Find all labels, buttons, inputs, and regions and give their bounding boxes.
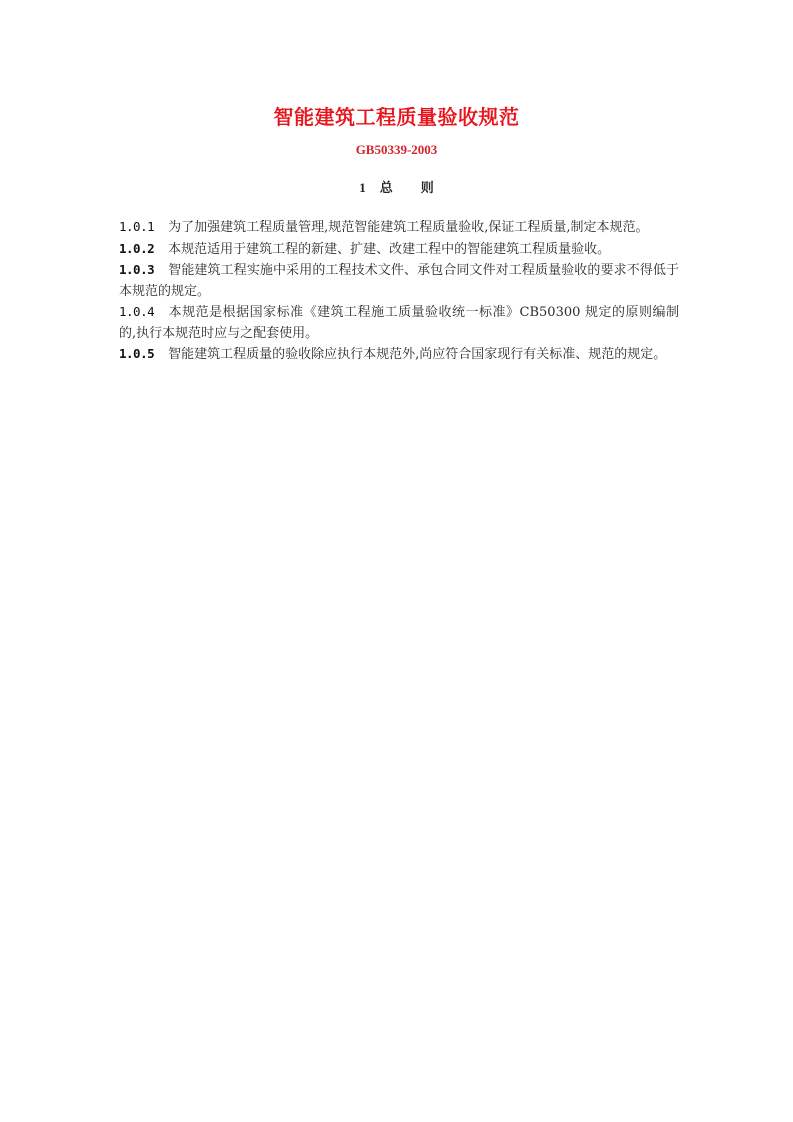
clause-number: 1.0.1 [119,219,155,234]
clause-number: 1.0.3 [119,262,155,277]
standard-code: GB50339-2003 [355,142,438,157]
chapter-heading [0,179,793,198]
clause-number: 1.0.2 [119,240,155,256]
chapter-number: 1 [359,180,366,195]
clause-text: 为了加强建筑工程质量管理,规范智能建筑工程质量验收,保证工程质量,制定本规范。 [168,220,649,235]
clause-item [119,217,679,239]
chapter-title-part2: 则 [420,181,434,196]
clause-text: 本规范适用于建筑工程的新建、扩建、改建工程中的智能建筑工程质量验收。 [168,241,611,257]
chapter-title-part1: 总 [379,181,393,196]
document-title: 智能建筑工程质量验收规范 [273,105,520,129]
clause-number: 1.0.4 [119,304,155,319]
clause-text: 本规范是根据国家标准《建筑工程施工质量验收统一标准》CB50300 规定的原则编制的,执行本规范时应与之配套使用。 [119,305,679,341]
clause-item [119,302,679,344]
clause-text: 智能建筑工程质量的验收除应执行本规范外,尚应符合国家现行有关标准、规范的规定。 [168,347,667,362]
clause-list [119,217,679,366]
clause-item [119,260,679,302]
clause-number: 1.0.5 [119,346,155,361]
clause-item [119,239,679,261]
clause-text: 智能建筑工程实施中采用的工程技术文件、承包合同文件对工程质量验收的要求不得低于本规范的规定。 [119,263,679,299]
clause-item [119,344,679,366]
